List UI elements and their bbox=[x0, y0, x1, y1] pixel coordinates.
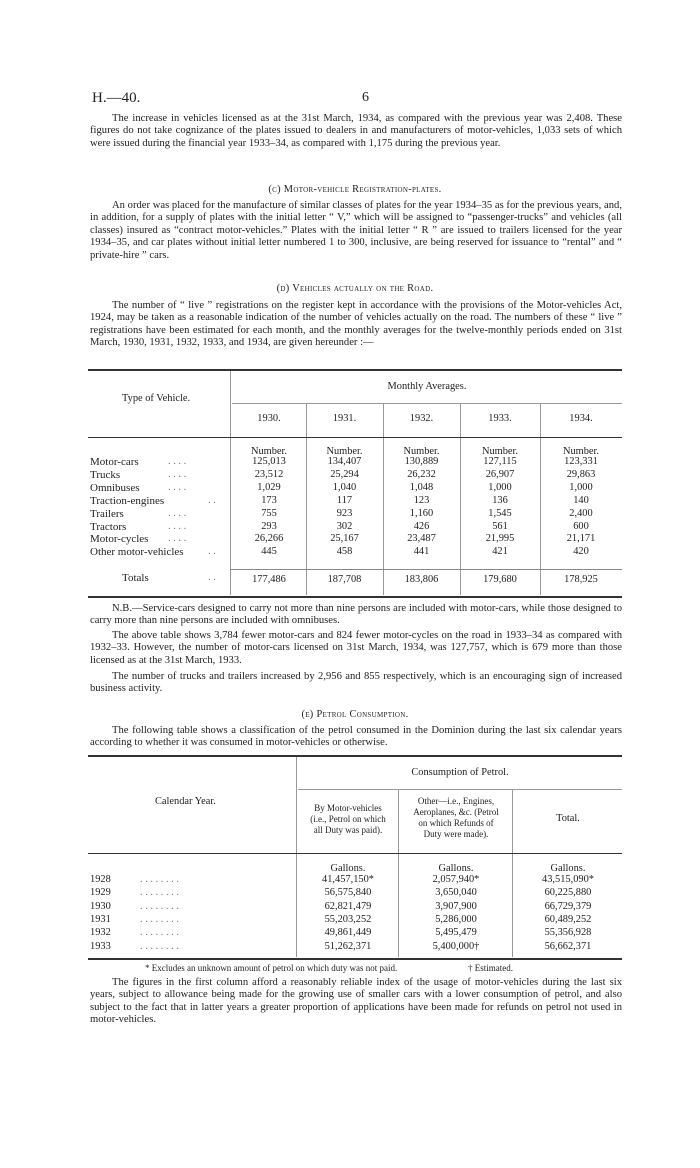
calendar-year-label: 1930 bbox=[90, 900, 111, 912]
table-cell: 1,040 bbox=[332, 481, 357, 493]
table-cell: 21,995 bbox=[485, 533, 515, 545]
table-header-rule bbox=[88, 853, 622, 854]
table-cell: 43,515,090* bbox=[542, 874, 594, 885]
calendar-year-label: 1933 bbox=[90, 940, 111, 952]
table-column-divider bbox=[230, 371, 231, 595]
unit-label: Gallons. bbox=[550, 863, 586, 874]
table-cell: 5,495,479 bbox=[435, 927, 477, 939]
unit-label: Number. bbox=[250, 446, 288, 457]
table-cell: 5,400,000† bbox=[432, 940, 480, 952]
table-cell: 755 bbox=[261, 507, 277, 519]
paragraph-petrol-intro: The following table shows a classification of the petrol consumed in the Dominion during the last six calendar years according to whether it was consumed in motor-vehicles or otherwise. bbox=[90, 725, 622, 749]
header-line: on which Refunds of bbox=[418, 818, 494, 828]
column-header-1934: 1934. bbox=[569, 413, 593, 424]
leader-dots: . . . . . . . . bbox=[140, 927, 179, 939]
unit-label: Gallons. bbox=[330, 863, 366, 874]
calendar-year-label: 1932 bbox=[90, 927, 111, 939]
leader-dots: . . . . bbox=[168, 507, 187, 519]
paragraph-registration-plates: An order was placed for the manufacture of similar classes of plates for the year 1934–35 as for the previous years, and, in addition, for a supply of plates with the initial letter “ V,” which will be assigned to “passenger-trucks” and vehicles (all classes) insured as “contract motor-vehicles.” Plates with the initial letter “ R ” are issued to trailers licensed for the year 1934–35, and car plates without initial letter numbered 1 to 300, inclusive, are being reserved for issuance to “rental” and “ private-hire ” cars. bbox=[90, 200, 622, 261]
table-cell: 421 bbox=[492, 546, 508, 558]
page-number: 6 bbox=[362, 90, 369, 105]
table-cell: 1,048 bbox=[409, 481, 434, 493]
paragraph-trucks-trailers: The number of trucks and trailers increased by 2,956 and 855 respectively, which is an encouraging sign of increased business activity. bbox=[90, 671, 622, 695]
table-column-divider bbox=[296, 757, 297, 957]
column-header-other bbox=[400, 796, 512, 840]
table-cell: 302 bbox=[336, 520, 353, 532]
table-cell: 173 bbox=[261, 494, 277, 506]
header-line: (i.e., Petrol on which bbox=[310, 814, 386, 824]
calendar-year-label: 1931 bbox=[90, 913, 111, 925]
footnote-estimated: † Estimated. bbox=[468, 963, 513, 973]
unit-label: Gallons. bbox=[438, 863, 474, 874]
table-cell: 134,407 bbox=[327, 456, 362, 467]
table-header-rule bbox=[88, 437, 622, 438]
document-reference: H.—40. bbox=[92, 90, 141, 106]
vehicle-type-label: Traction-engines bbox=[90, 494, 165, 507]
table-cell: 25,167 bbox=[330, 533, 359, 545]
column-group-monthly-averages: Monthly Averages. bbox=[387, 381, 467, 392]
section-heading-petrol-consumption: (e) Petrol Consumption. bbox=[301, 709, 409, 720]
table-group-rule bbox=[232, 403, 622, 404]
unit-label: Number. bbox=[326, 446, 363, 457]
column-header-1931: 1931. bbox=[332, 413, 357, 424]
leader-dots: . . . . . . . . bbox=[140, 913, 179, 925]
header-line: By Motor-vehicles bbox=[314, 803, 382, 813]
table-cell: 140 bbox=[573, 494, 589, 506]
paragraph-live-registrations: The number of “ live ” registrations on the register kept in accordance with the provisions of the Motor-vehicles Act, 1924, may be taken as a reasonable indication of the number of vehicles actually on the road. The numbers of these “ live ” registrations have been estimated for each month, and the monthly averages for the twelve-monthly periods ended on 31st March, 1930, 1931, 1932, 1933, and 1934, are given hereunder :— bbox=[90, 300, 622, 349]
column-header-by-motor-vehicles bbox=[298, 803, 398, 836]
header-line: Aeroplanes, &c. (Petrol bbox=[413, 807, 499, 817]
leader-dots: . . . . bbox=[168, 468, 187, 480]
table-cell: 3,650,040 bbox=[435, 887, 477, 899]
table-cell: 60,225,880 bbox=[544, 887, 592, 899]
section-heading-vehicles-on-road: (d) Vehicles actually on the Road. bbox=[276, 283, 434, 294]
table-cell: 41,457,150* bbox=[322, 874, 374, 885]
leader-dots: . . . . bbox=[168, 533, 187, 545]
vehicle-type-label: Omnibuses bbox=[90, 481, 140, 494]
total-1932: 183,806 bbox=[404, 574, 439, 585]
paragraph-figures-index: The figures in the first column afford a reasonably reliable index of the usage of motor-vehicles during the last six years, subject to allowance being made for the growing use of smaller cars with a lower consumption of petrol, and also subject to the fact that in latter years a greater proportion of applications have been made for refunds on petrol not used in motor-vehicles. bbox=[90, 977, 622, 1026]
vehicle-type-label: Motor-cars bbox=[90, 456, 139, 468]
table-cell: 25,294 bbox=[330, 468, 359, 480]
table-cell: 923 bbox=[336, 507, 353, 519]
header-line: Duty were made). bbox=[423, 829, 489, 839]
section-heading-registration-plates: (c) Motor-vehicle Registration-plates. bbox=[268, 184, 442, 195]
table-cell: 2,400 bbox=[569, 507, 593, 519]
table-cell: 2,057,940* bbox=[432, 874, 480, 885]
vehicle-type-label: Other motor-vehicles bbox=[90, 546, 184, 559]
table-cell: 1,000 bbox=[569, 481, 593, 493]
table-cell: 458 bbox=[336, 546, 353, 558]
paragraph-nb-service-cars: N.B.—Service-cars designed to carry not more than nine persons are included with motor-cars, while those designed to carry more than nine persons are included with omnibuses. bbox=[90, 603, 622, 627]
calendar-year-label: 1929 bbox=[90, 887, 111, 899]
column-header-total: Total. bbox=[556, 813, 580, 824]
leader-dots: . . . . bbox=[168, 520, 187, 532]
column-header-calendar-year: Calendar Year. bbox=[155, 796, 216, 807]
total-1931: 187,708 bbox=[327, 574, 362, 585]
table-cell: 56,662,371 bbox=[544, 940, 592, 952]
table-cell: 136 bbox=[492, 494, 508, 506]
leader-dots: . . bbox=[208, 572, 216, 583]
table-cell: 60,489,252 bbox=[544, 913, 592, 925]
header-line: Other—i.e., Engines, bbox=[417, 796, 495, 806]
table-cell: 1,160 bbox=[409, 507, 434, 519]
vehicle-type-label: Trucks bbox=[90, 468, 121, 481]
header-line: all Duty was paid). bbox=[313, 825, 383, 835]
table-column-divider bbox=[398, 790, 399, 957]
table-cell: 117 bbox=[336, 494, 353, 506]
table-cell: 21,171 bbox=[566, 533, 596, 545]
table-cell: 5,286,000 bbox=[435, 913, 477, 925]
total-1933: 179,680 bbox=[483, 574, 517, 585]
leader-dots: . . . . . . . . bbox=[140, 874, 179, 885]
table-cell: 445 bbox=[261, 546, 277, 558]
table-column-divider bbox=[512, 790, 513, 957]
total-1934: 178,925 bbox=[564, 574, 598, 585]
footnote-excludes: * Excludes an unknown amount of petrol on which duty was not paid. bbox=[145, 963, 398, 973]
table-cell: 1,029 bbox=[257, 481, 281, 493]
column-header-type-of-vehicle: Type of Vehicle. bbox=[122, 393, 191, 404]
table-group-rule bbox=[298, 789, 622, 790]
table-cell: 23,487 bbox=[407, 533, 436, 545]
table-cell: 420 bbox=[573, 546, 589, 558]
table-cell: 55,203,252 bbox=[324, 913, 372, 925]
unit-label: Number. bbox=[562, 446, 600, 457]
table-cell: 1,000 bbox=[488, 481, 512, 493]
totals-label: Totals bbox=[122, 572, 149, 584]
unit-label: Number. bbox=[403, 446, 440, 457]
table-cell: 23,512 bbox=[254, 468, 284, 480]
leader-dots: . . . . bbox=[168, 456, 187, 467]
table-cell: 26,232 bbox=[407, 468, 436, 480]
paragraph-table-comparison: The above table shows 3,784 fewer motor-cars and 824 fewer motor-cycles on the road in 1933–34 as compared with 1932–33. However, the number of motor-cars licensed on 31st March, 1934, was 127,757, which is 679 more than those licensed as at the 31st March, 1933. bbox=[90, 630, 622, 666]
table-cell: 62,821,479 bbox=[324, 900, 372, 912]
table-cell: 55,356,928 bbox=[544, 927, 592, 939]
table-cell: 49,861,449 bbox=[324, 927, 372, 939]
vehicle-type-label: Motor-cycles bbox=[90, 533, 149, 546]
table-cell: 26,907 bbox=[485, 468, 515, 480]
column-header-1930: 1930. bbox=[257, 413, 281, 424]
table-cell: 130,889 bbox=[404, 456, 439, 467]
paragraph-vehicle-increase: The increase in vehicles licensed as at the 31st March, 1934, as compared with the previous year was 2,408. These figures do not take cognizance of the plates issued to dealers in and manufacturers of motor-vehicles, 1,033 sets of which were issued during the financial year 1933–34, as compared with 1,175 during the previous year. bbox=[90, 113, 622, 149]
vehicle-type-label: Trailers bbox=[90, 507, 124, 520]
table-cell: 441 bbox=[413, 546, 430, 558]
table-top-rule bbox=[88, 369, 622, 371]
table-cell: 125,013 bbox=[252, 456, 286, 467]
leader-dots: . . . . . . . . bbox=[140, 940, 179, 952]
table-cell: 51,262,371 bbox=[324, 940, 372, 952]
table-cell: 123 bbox=[413, 494, 430, 506]
leader-dots: . . bbox=[208, 546, 216, 558]
table-cell: 561 bbox=[492, 520, 508, 532]
column-group-consumption-of-petrol: Consumption of Petrol. bbox=[411, 767, 509, 778]
table-cell: 26,266 bbox=[254, 533, 284, 545]
table-cell: 293 bbox=[261, 520, 277, 532]
vehicle-type-label: Tractors bbox=[90, 520, 127, 533]
leader-dots: . . bbox=[208, 494, 216, 506]
table-cell: 66,729,379 bbox=[544, 900, 592, 912]
calendar-year-label: 1928 bbox=[90, 874, 111, 885]
table-total-rule bbox=[230, 569, 622, 570]
column-header-1932: 1932. bbox=[409, 413, 434, 424]
table-cell: 29,863 bbox=[566, 468, 596, 480]
table-cell: 1,545 bbox=[488, 507, 512, 519]
leader-dots: . . . . bbox=[168, 481, 187, 493]
table-top-rule bbox=[88, 755, 622, 757]
table-bottom-rule bbox=[88, 958, 622, 960]
table-cell: 3,907,900 bbox=[435, 900, 477, 912]
table-cell: 123,331 bbox=[564, 456, 598, 467]
table-cell: 426 bbox=[413, 520, 430, 532]
table-bottom-rule bbox=[88, 596, 622, 598]
total-1930: 177,486 bbox=[252, 574, 286, 585]
column-header-1933: 1933. bbox=[488, 413, 512, 424]
unit-label: Number. bbox=[481, 446, 519, 457]
table-cell: 600 bbox=[573, 520, 589, 532]
leader-dots: . . . . . . . . bbox=[140, 900, 179, 912]
leader-dots: . . . . . . . . bbox=[140, 887, 179, 899]
table-cell: 56,575,840 bbox=[324, 887, 372, 899]
table-cell: 127,115 bbox=[483, 456, 517, 467]
